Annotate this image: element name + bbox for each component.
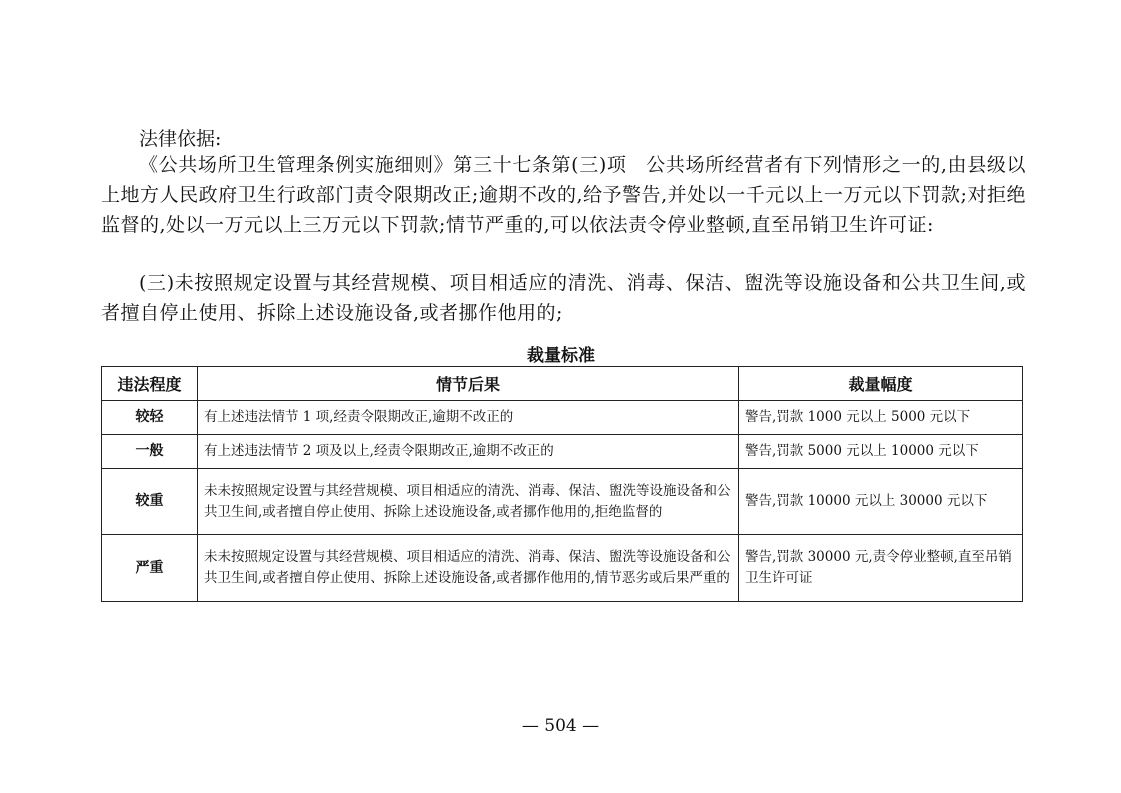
row-penalty: 警告,罚款 5000 元以上 10000 元以下 bbox=[739, 435, 1023, 469]
row-penalty: 警告,罚款 10000 元以上 30000 元以下 bbox=[739, 469, 1023, 535]
row-level: 较轻 bbox=[102, 401, 198, 435]
legal-basis-paragraph: 《公共场所卫生管理条例实施细则》第三十七条第(三)项 公共场所经营者有下列情形之一的,由县级以上地方人民政府卫生行政部门责令限期改正;逾期不改的,给予警告,并处以一千元以上一万元以下罚款;对拒绝监督的,处以一万元以上三万元以下罚款;情节严重的,可以依法责令停业整顿,直至吊销卫生许可证: bbox=[101, 154, 1026, 236]
row-penalty: 警告,罚款 1000 元以上 5000 元以下 bbox=[739, 401, 1023, 435]
table-caption: 裁量标准 bbox=[527, 346, 595, 366]
table-row bbox=[102, 401, 1023, 435]
row-level: 一般 bbox=[102, 435, 198, 469]
legal-basis-item-3: (三)未按照规定设置与其经营规模、项目相适应的清洗、消毒、保洁、盥洗等设施设备和公共卫生间,或者擅自停止使用、拆除上述设施设备,或者挪作他用的; bbox=[101, 272, 1026, 324]
table-row bbox=[102, 435, 1023, 469]
row-circumstance: 有上述违法情节 2 项及以上,经责令限期改正,逾期不改正的 bbox=[198, 435, 739, 469]
header-level: 违法程度 bbox=[102, 367, 198, 401]
page-number: — 504 — bbox=[521, 716, 600, 736]
row-circumstance: 有上述违法情节 1 项,经责令限期改正,逾期不改正的 bbox=[198, 401, 739, 435]
table-row bbox=[102, 469, 1023, 535]
legal-basis-heading: 法律依据: bbox=[139, 128, 222, 150]
row-level: 较重 bbox=[102, 469, 198, 535]
row-circumstance: 未未按照规定设置与其经营规模、项目相适应的清洗、消毒、保洁、盥洗等设施设备和公共卫生间,或者擅自停止使用、拆除上述设施设备,或者挪作他用的,情节恶劣或后果严重的 bbox=[198, 535, 739, 602]
table-row bbox=[102, 535, 1023, 602]
row-level: 严重 bbox=[102, 535, 198, 602]
header-penalty: 裁量幅度 bbox=[739, 367, 1023, 401]
header-circumstance: 情节后果 bbox=[198, 367, 739, 401]
table-header-row bbox=[102, 367, 1023, 401]
row-circumstance: 未未按照规定设置与其经营规模、项目相适应的清洗、消毒、保洁、盥洗等设施设备和公共卫生间,或者擅自停止使用、拆除上述设施设备,或者挪作他用的,拒绝监督的 bbox=[198, 469, 739, 535]
row-penalty: 警告,罚款 30000 元,责令停业整顿,直至吊销卫生许可证 bbox=[739, 535, 1023, 602]
discretion-standard-table bbox=[101, 366, 1023, 602]
